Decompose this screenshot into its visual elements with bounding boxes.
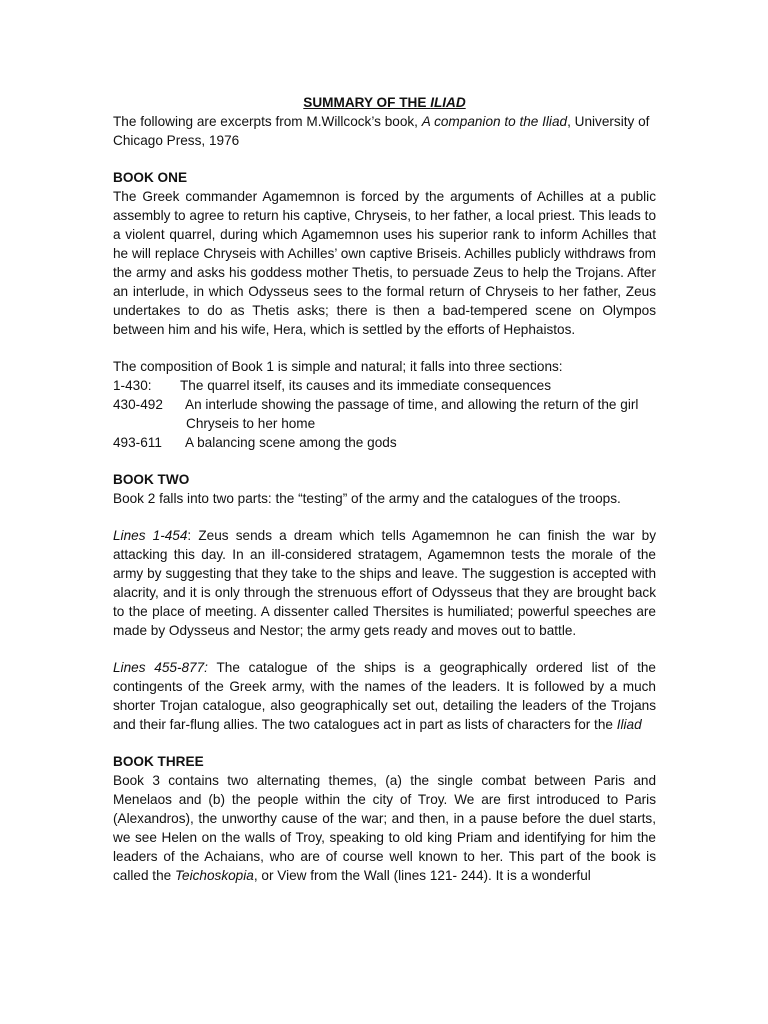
book-one-heading: BOOK ONE [113,170,188,185]
title-italic: ILIAD [430,95,466,110]
document-title: SUMMARY OF THE ILIAD [303,95,466,110]
book-two-part-two: Lines 455-877: The catalogue of the ships is a geographically ordered list of the contingents of the Greek army, with the names of the leaders. It is followed by a much shorter Trojan catalogue, also geographically set out, detailing the leaders of the Trojans and their far-flung allies. The two catalogues act in part as lists of characters for the Iliad [113,660,656,732]
composition-text: The composition of Book 1 is simple and natural; it falls into three sections: [113,359,563,374]
section-row [113,395,656,414]
section-text: The quarrel itself, its causes and its immediate consequences [180,378,551,393]
section-lines: 1-430: [113,378,152,393]
section-lines: 493-611 [113,435,162,450]
intro-paragraph: The following are excerpts from M.Willcock’s book, A companion to the Iliad, University of Chicago Press, 1976 [113,114,650,148]
section-text: An interlude showing the passage of time, and allowing the return of the girl [185,397,639,412]
section-text: A balancing scene among the gods [185,435,397,450]
book-one-paragraph: The Greek commander Agamemnon is forced by the arguments of Achilles at a public assembly to agree to return his captive, Chryseis, to her father, a local priest. This leads to a violent quarrel, during which Agamemnon uses his superior rank to inform Achilles that he will replace Chryseis with Achilles’ own captive Briseis. Achilles publicly withdraws from the army and asks his goddess mother Thetis, to persuade Zeus to help the Trojans. After an interlude, in which Odysseus sees to the formal return of Chryseis to her father, Zeus undertakes to do as Thetis asks; there is then a bad-tempered scene on Olympos between him and his wife, Hera, which is settled by the efforts of Hephaistos. [113,189,656,337]
book-two-part-one: Lines 1-454: Zeus sends a dream which tells Agamemnon he can finish the war by attacking this day. In an ill-considered stratagem, Agamemnon tests the morale of the army by suggesting that they take to the ships and leave. The suggestion is accepted with alacrity, and it is only through the strenuous effort of Odysseus that they are brought back to the place of meeting. A dissenter called Thersites is humiliated; powerful speeches are made by Odysseus and Nestor; the army gets ready and moves out to battle. [113,528,656,638]
book-three-paragraph: Book 3 contains two alternating themes, (a) the single combat between Paris and Menelaos and (b) the people within the city of Troy. We are first introduced to Paris (Alexandros), the unworthy cause of the war; and then, in a pause before the duel starts, we see Helen on the walls of Troy, speaking to old king Priam and identifying for him the leaders of the Achaians, who are of course well known to her. This part of the book is called the Teichoskopia, or View from the Wall (lines 121- 244). It is a wonderful [113,773,656,883]
book-two-heading: BOOK TWO [113,472,190,487]
section-lines: 430-492 [113,397,163,412]
lines-label: Lines 1-454 [113,528,188,543]
teichoskopia-italic: Teichoskopia [174,868,254,883]
book-two-intro: Book 2 falls into two parts: the “testing” of the army and the catalogues of the troops. [113,491,621,506]
section-text-continued: Chryseis to her home [186,416,316,431]
section-row [113,376,656,395]
iliad-italic: Iliad [616,717,642,732]
lines-label: Lines 455-877: [113,660,208,675]
book-title-italic: A companion to the Iliad [421,114,568,129]
book-three-heading: BOOK THREE [113,754,204,769]
section-row [113,433,656,452]
document-body [113,93,656,885]
